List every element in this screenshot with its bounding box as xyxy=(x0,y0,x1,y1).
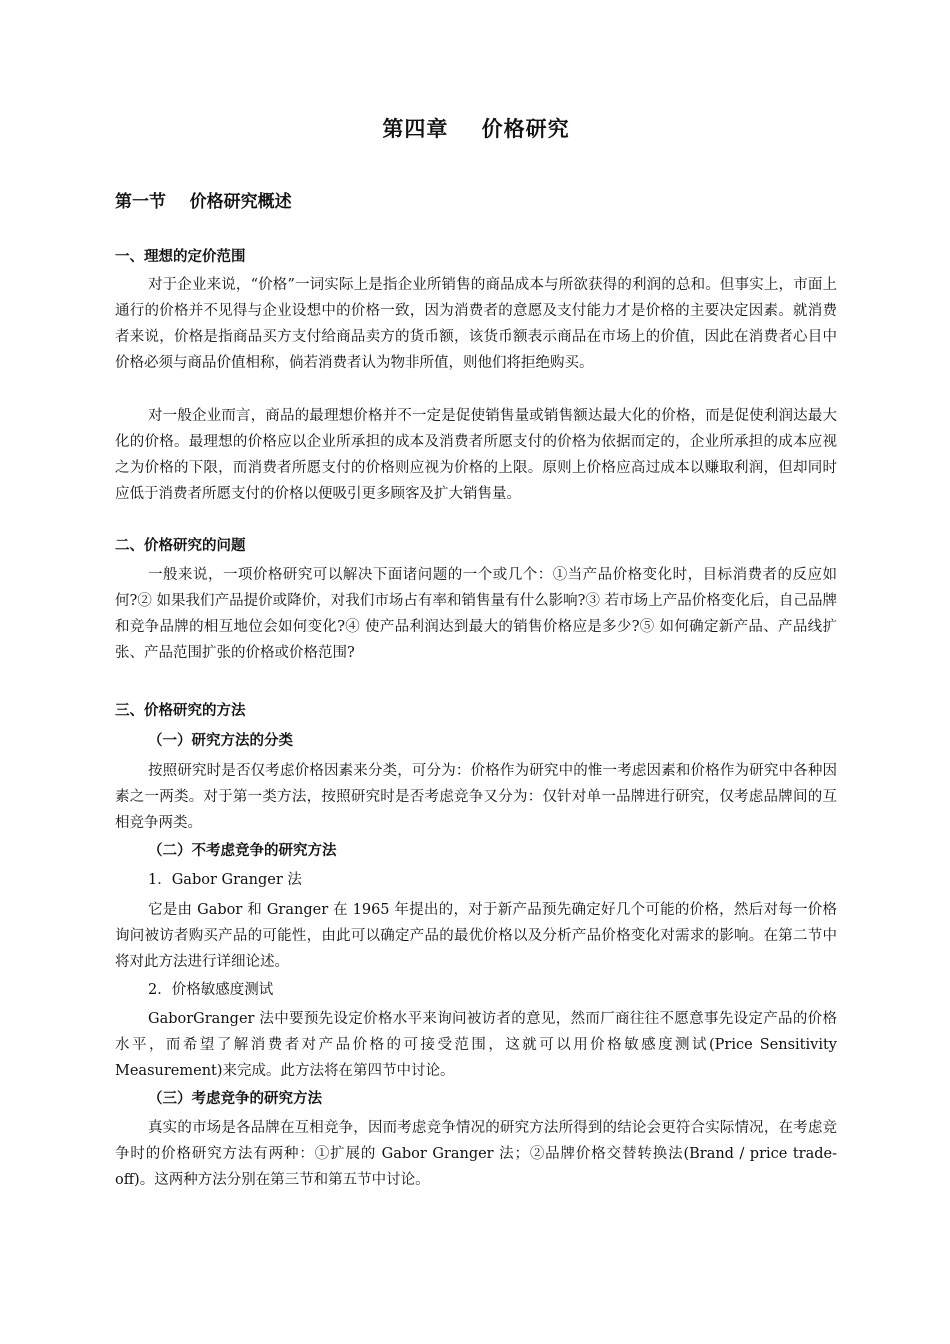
paragraph: 它是由 Gabor 和 Granger 在 1965 年提出的，对于新产品预先确定好几个可能的价格，然后对每一价格询问被访者购买产品的可能性，由此可以确定产品的最优价格以及分析产品价格变化对需求的影响。在第二节中将对此方法进行详细论述。 xyxy=(115,902,837,970)
paragraph: 一般来说，一项价格研究可以解决下面诸问题的一个或几个：①当产品价格变化时，目标消费者的反应如何?② 如果我们产品提价或降价，对我们市场占有率和销售量有什么影响?③ 若市场上产品价格变化后，自己品牌和竞争品牌的相互地位会如何变化?④ 使产品利润达到最大的销售价格应是多少?⑤ 如何确定新产品、产品线扩张、产品范围扩张的价格或价格范围? xyxy=(115,567,837,661)
heading-price-research-questions: 二、价格研究的问题 xyxy=(115,537,246,554)
paragraph: 对于企业来说，“价格”一词实际上是指企业所销售的商品成本与所欲获得的利润的总和。但事实上，市面上通行的价格并不见得与企业设想中的价格一致，因为消费者的意愿及支付能力才是价格的主要决定因素。就消费者来说，价格是指商品买方支付给商品卖方的货币额，该货币额表示商品在市场上的价值，因此在消费者心目中价格必须与商品价值相称，倘若消费者认为物非所值，则他们将拒绝购买。 xyxy=(115,277,837,371)
heading-ideal-pricing-range: 一、理想的定价范围 xyxy=(115,248,246,265)
heading-price-research-methods: 三、价格研究的方法 xyxy=(115,702,246,719)
chapter-title: 第四章 价格研究 xyxy=(382,116,570,141)
paragraph: 真实的市场是各品牌在互相竞争，因而考虑竞争情况的研究方法所得到的结论会更符合实际情况，在考虑竞争时的价格研究方法有两种：①扩展的 Gabor Granger 法；②品牌价格交替转换法(Brand / price trade-off)。这两种方法分别在第三节和第五节中讨论。 xyxy=(115,1120,837,1188)
paragraph: 按照研究时是否仅考虑价格因素来分类，可分为：价格作为研究中的惟一考虑因素和价格作为研究中各种因素之一两类。对于第一类方法，按照研究时是否考虑竞争又分为：仅针对单一品牌进行研究，仅考虑品牌间的互相竞争两类。 xyxy=(115,763,837,831)
subheading-competitive-methods: （三）考虑竞争的研究方法 xyxy=(148,1090,322,1107)
list-item: 2．价格敏感度测试 xyxy=(148,982,274,998)
list-item: 1．Gabor Granger 法 xyxy=(148,872,302,888)
subheading-non-competitive-methods: （二）不考虑竞争的研究方法 xyxy=(148,842,337,859)
section-title: 第一节 价格研究概述 xyxy=(115,192,292,212)
paragraph: 对一般企业而言，商品的最理想价格并不一定是促使销售量或销售额达最大化的价格，而是促使利润达最大化的价格。最理想的价格应以企业所承担的成本及消费者所愿支付的价格为依据而定的，企业所承担的成本应视之为价格的下限，而消费者所愿支付的价格则应视为价格的上限。原则上价格应高过成本以赚取利润，但却同时应低于消费者所愿支付的价格以便吸引更多顾客及扩大销售量。 xyxy=(115,408,837,502)
subheading-method-classification: （一）研究方法的分类 xyxy=(148,732,293,749)
paragraph: GaborGranger 法中要预先设定价格水平来询问被访者的意见，然而厂商往往不愿意事先设定产品的价格水平，而希望了解消费者对产品价格的可接受范围，这就可以用价格敏感度测试(Price Sensitivity Measurement)来完成。此方法将在第四节中讨论。 xyxy=(115,1011,837,1079)
